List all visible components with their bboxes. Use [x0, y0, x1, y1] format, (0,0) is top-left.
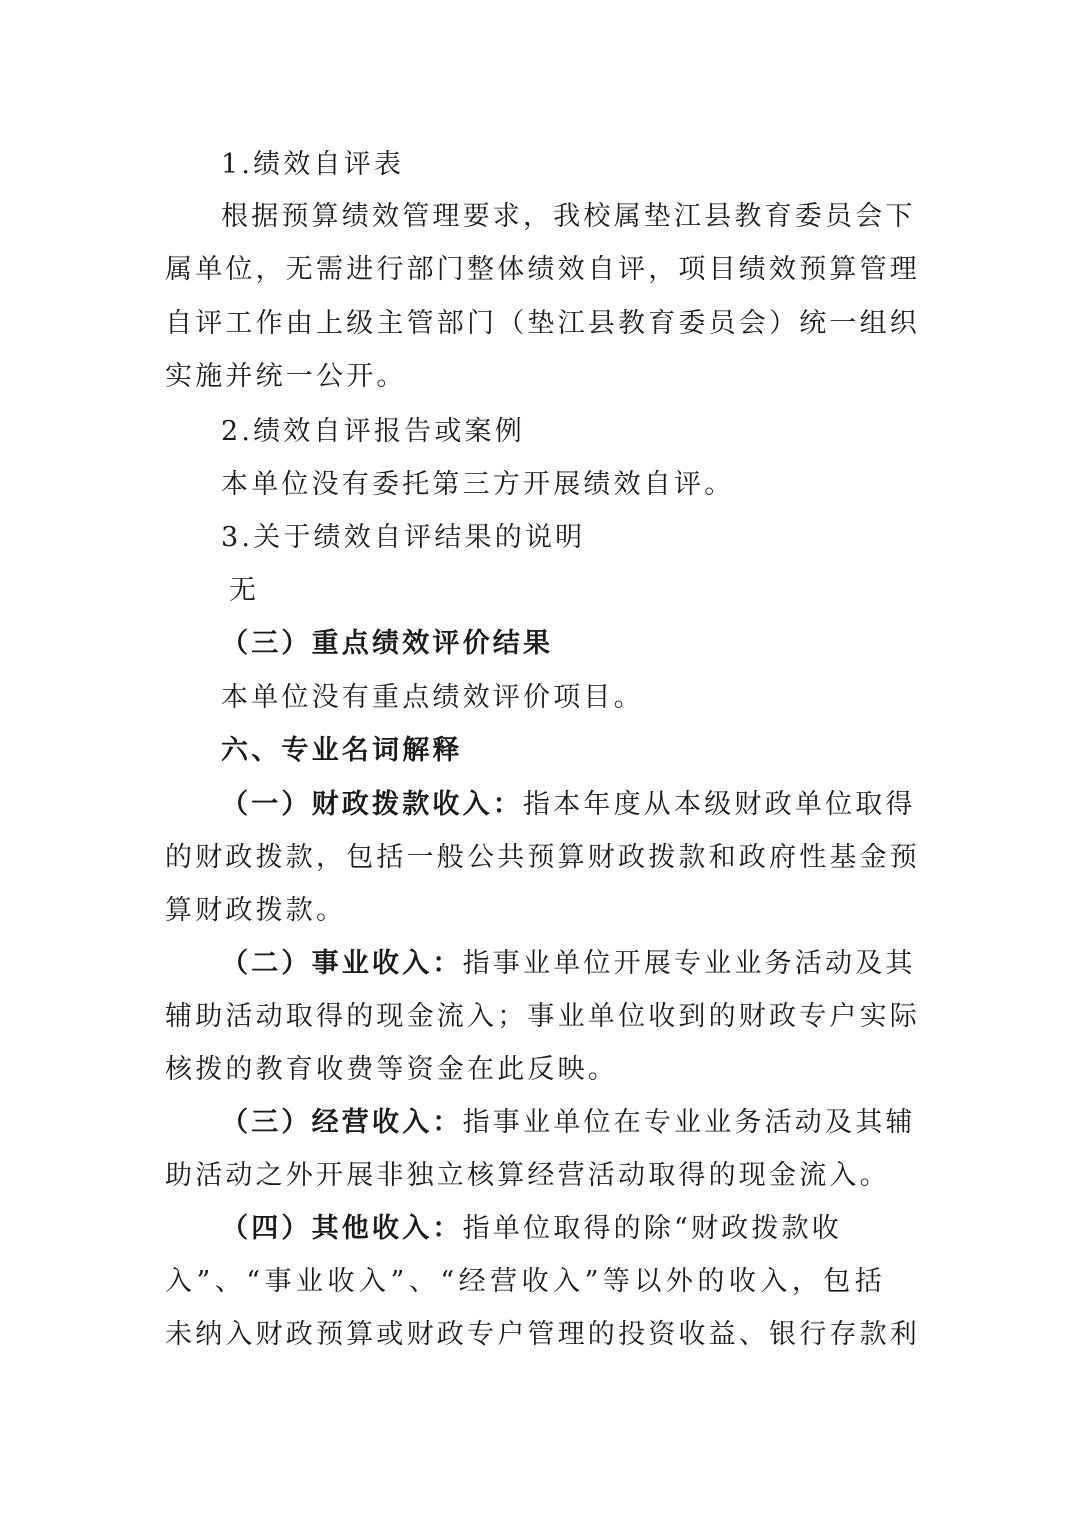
term-definition: 指事业单位开展专业业务活动及其	[462, 948, 916, 979]
paragraph-line: 根据预算绩效管理要求，我校属垫江县教育委员会下	[221, 201, 916, 232]
term-operating-income	[221, 1105, 916, 1141]
term-label: （四）其他收入：	[221, 1213, 463, 1244]
paragraph-line: 自评工作由上级主管部门（垫江县教育委员会）统一组织	[165, 308, 920, 339]
term-label: （二）事业收入：	[221, 948, 463, 979]
heading-self-evaluation-report: 2.绩效自评报告或案例	[221, 416, 525, 447]
paragraph-line: 属单位，无需进行部门整体绩效自评，项目绩效预算管理	[165, 254, 920, 285]
term-definition: 指单位取得的除“财政拨款收	[462, 1213, 843, 1244]
term-fiscal-appropriation	[221, 787, 916, 823]
paragraph-line: 本单位没有委托第三方开展绩效自评。	[221, 469, 735, 500]
term-business-income	[221, 946, 916, 982]
term-other-income	[221, 1211, 885, 1247]
paragraph-line: 入”、“事业收入”、“经营收入”等以外的收入，包括	[165, 1266, 885, 1297]
term-label: （一）财政拨款收入：	[221, 789, 523, 820]
term-label: （三）经营收入：	[221, 1107, 463, 1138]
paragraph-line: 本单位没有重点绩效评价项目。	[221, 682, 644, 713]
term-definition: 指本年度从本级财政单位取得	[523, 789, 916, 820]
paragraph-line: 实施并统一公开。	[165, 361, 407, 392]
term-definition: 指事业单位在专业业务活动及其辅	[462, 1107, 916, 1138]
paragraph-line: 辅助活动取得的现金流入；事业单位收到的财政专户实际	[165, 1001, 920, 1032]
paragraph-line: 核拨的教育收费等资金在此反映。	[165, 1054, 618, 1085]
heading-glossary: 六、专业名词解释	[221, 735, 463, 766]
paragraph-line: 无	[229, 575, 260, 606]
heading-self-evaluation-results: 3.关于绩效自评结果的说明	[221, 522, 586, 553]
heading-performance-self-evaluation-table: 1.绩效自评表	[221, 149, 405, 180]
heading-key-evaluation-results: （三）重点绩效评价结果	[221, 628, 554, 659]
paragraph-line: 助活动之外开展非独立核算经营活动取得的现金流入。	[165, 1160, 890, 1191]
paragraph-line: 未纳入财政预算或财政专户管理的投资收益、银行存款利	[165, 1319, 920, 1350]
paragraph-line: 算财政拨款。	[165, 895, 347, 926]
paragraph-line: 的财政拨款，包括一般公共预算财政拨款和政府性基金预	[165, 842, 920, 873]
